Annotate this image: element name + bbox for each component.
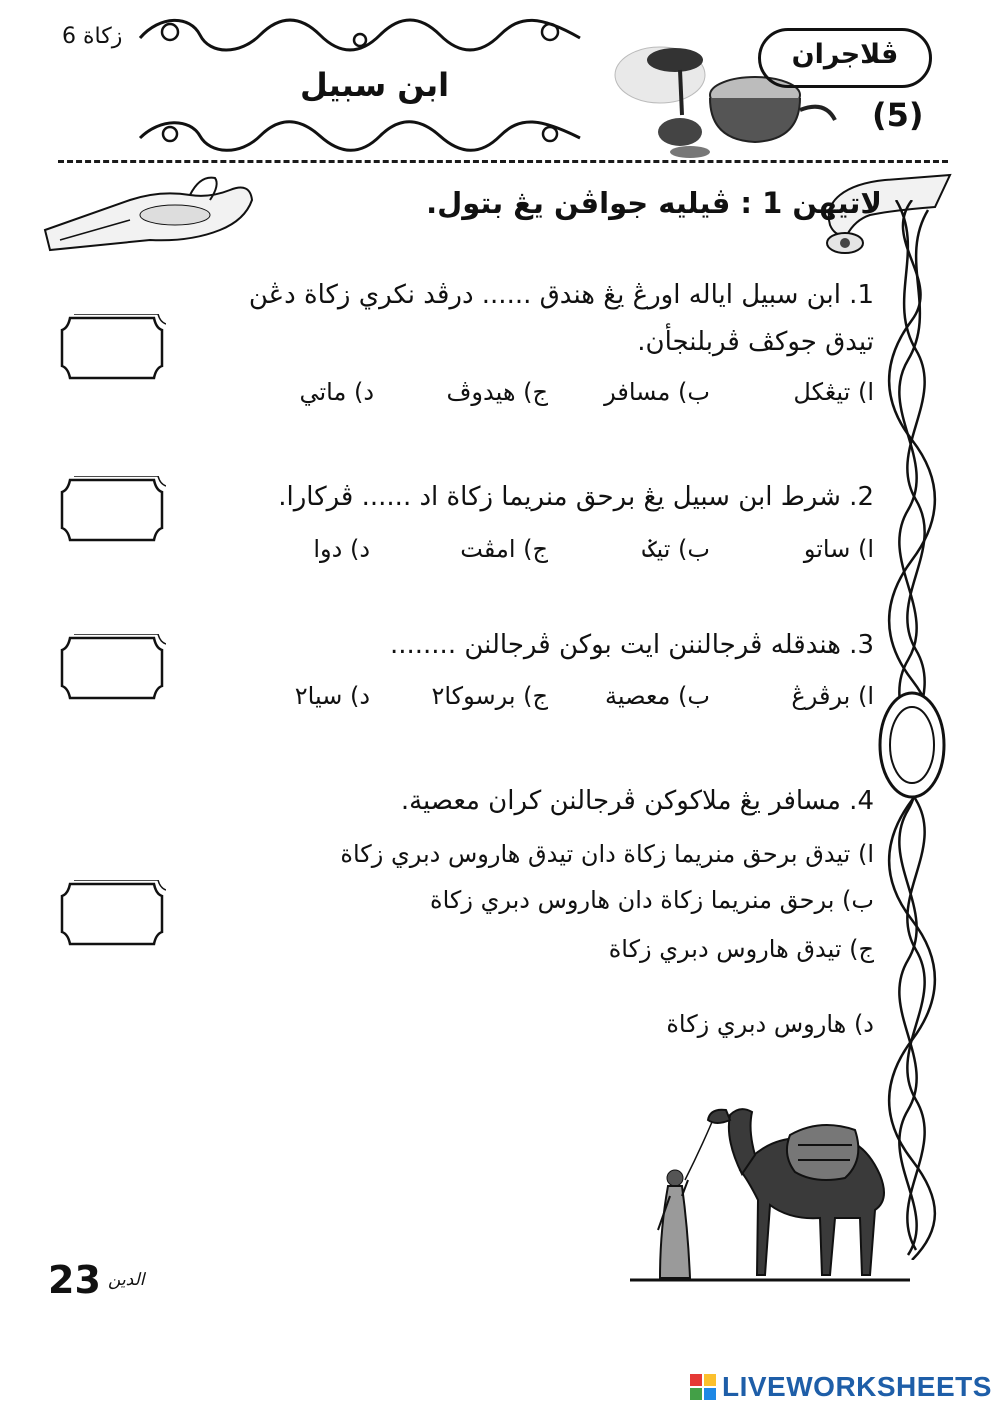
camel-traveler-illustration-icon: [630, 1100, 920, 1290]
question-2-option-a: ا) ساتو: [803, 535, 874, 563]
question-3-text: 3. هندقله ڤرجالننن ايت بوكن ڤرجالنن ........: [389, 630, 874, 660]
swirl-ornament-icon: [130, 118, 590, 158]
question-2-option-c: ج) امڤت: [460, 535, 548, 563]
corner-label: زكاة 6: [62, 24, 123, 49]
question-1-option-a: ا) تيڠكل: [793, 378, 874, 406]
question-4-option-a: ا) تيدق برحق منريما زكاة دان تيدق هاروس دبري زكاة: [340, 840, 874, 868]
unit-badge-label: ڤلاجران: [791, 39, 899, 70]
question-2-option-b: ب) تيݢ: [642, 535, 710, 563]
answer-box-icon[interactable]: [58, 634, 166, 702]
question-4-option-b: ب) برحق منريما زكاة دان هاروس دبري زكاة: [430, 886, 874, 914]
question-2-text: 2. شرط ابن سبيل يڠ برحق منريما زكاة اد ...... ڤركارا.: [278, 482, 874, 512]
question-4-option-d: د) هاروس دبري زكاة: [666, 1010, 874, 1038]
question-3-option-a: ا) برڤرڠ: [791, 682, 874, 710]
swirl-ornament-icon: [130, 10, 590, 60]
unit-number: (5): [872, 96, 924, 134]
question-3-option-b: ب) معصية: [605, 682, 710, 710]
question-4-text: 4. مسافر يڠ ملاکوکن ڤرجالنن كران معصية.: [400, 786, 874, 816]
question-4-option-c: ج) تيدق هاروس دبري زكاة: [608, 935, 874, 963]
question-1-option-c: ج) هيدوڤ: [446, 378, 548, 406]
question-1-text-cont: تيدق جوكڤ ڤربلنجأن.: [637, 327, 874, 357]
exercise-instruction: لاتيهن 1 : ڤيليه جواڤن يڠ بتول.: [426, 186, 882, 220]
liveworksheets-brand[interactable]: [690, 1372, 992, 1402]
answer-box-icon[interactable]: [58, 880, 166, 948]
question-3-option-c: ج) برسوکا٢: [431, 682, 548, 710]
question-2-option-d: د) دوا: [313, 535, 370, 563]
subject-label: الدين: [108, 1270, 145, 1290]
question-3-option-d: د) سيا٢: [294, 682, 370, 710]
page-title: ابن سبيل: [300, 66, 450, 104]
hand-receiving-icon: [40, 160, 260, 255]
answer-box-icon[interactable]: [58, 314, 166, 382]
page-number: 23: [48, 1258, 101, 1302]
question-1-option-d: د) ماتي: [299, 378, 374, 406]
liveworksheets-logo-icon: [690, 1374, 716, 1400]
brand-name: LIVEWORKSHEETS: [722, 1371, 992, 1402]
question-1-option-b: ب) مسافر: [604, 378, 710, 406]
unit-badge: [758, 28, 932, 88]
question-1-text: 1. ابن سبيل اياله اورڠ يڠ هندق ...... درڤد نكري زكاة دڠن: [248, 280, 874, 310]
answer-box-icon[interactable]: [58, 476, 166, 544]
